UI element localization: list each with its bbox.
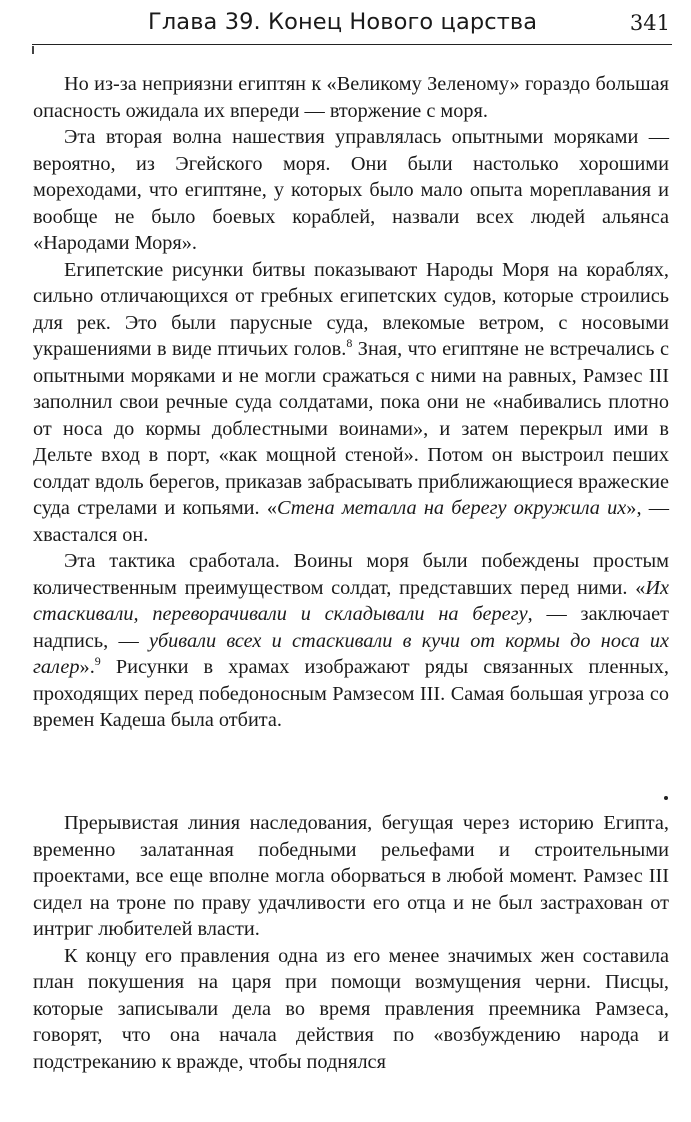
footnote-ref-8: 8 [346,336,353,350]
quote-italic: Стена металла на берегу окружила их [276,497,627,519]
paragraph-4-text: Эта тактика сработала. Воины моря были побеждены простым количественным преимуществом солдат, представших перед ними. « [33,550,669,599]
section-break-mark [664,796,668,800]
inscription-quote-2: убивали всех и стаскивали в кучи от кормы до носа их галер [33,629,670,678]
paragraph-3-text: Египетские рисунки битвы показывают Народы Моря на кораблях, сильно отличающихся от гребных египетских судов, которые строились для рек. Это были парусные суда, влекомые ветром, с носовыми украшениями в виде птичьих голов. [33,258,669,360]
paragraph-3 [33,257,669,549]
paragraph-4-close: ». [79,656,95,678]
page-number: 341 [629,11,670,35]
section-one-text [33,71,669,734]
paragraph-3-end: », — хвастался он. [33,497,669,546]
paragraph-4-end: Рисунки в храмах изображают ряды связанных пленных, проходящих перед победоносным Рамзесом III. Самая большая угроза со времен Кадеша была отбита. [33,656,669,731]
paragraph-4 [33,548,669,734]
paragraph-2: Эта вторая волна нашествия управлялась опытными моряками — вероятно, из Эгейского моря. Они были настолько хорошими мореходами, что египтяне, у которых было мало опыта мореплавания и вообще не было боевых кораблей, назвали всех людей альянса «Народами Моря». [33,126,669,254]
footnote-ref-9: 9 [94,654,101,668]
chapter-title: Глава 39. Конец Нового царства [148,9,538,35]
paragraph-6: К концу его правления одна из его менее значимых жен составила план покушения на царя при помощи возмущения черни. Писцы, которые записывали дела во время правления преемника Рамзеса, говорят, что она начала действия по «возбуждению народа и подстреканию к вражде, чтобы поднялся [33,944,669,1073]
paragraph-5: Прерывистая линия наследования, бегущая через историю Египта, временно залатанная победными рельефами и строительными проектами, все еще вполне могла оборваться в любой момент. Рамзес III сидел на троне по праву удачливости его отца и не был застрахован от интриг любителей власти. [33,812,669,940]
paragraph-1: Но из-за неприязни египтян к «Великому Зеленому» гораздо большая опасность ожидала их впереди — вторжение с моря. [33,73,669,122]
paragraph-4-mid: , — заключает надпись, — [33,603,669,652]
header-rule-tick [32,46,34,54]
section-two-text [33,810,669,1075]
paragraph-3-text-cont: Зная, что египтяне не встречались с опытными моряками и не могли сражаться с ними на равных, Рамзес III заполнил свои речные суда солдатами, пока они не «набивались плотно от носа до кормы доблестными воинами», и затем перекрыл ими в Дельте вход в порт, «как мощной стеной». Потом он выстроил пеших солдат вдоль берегов, приказав забрасывать приближающиеся вражеские суда стрелами и копьями. « [33,338,669,519]
inscription-quote-1: Их стаскивали, переворачивали и складывали на берегу [33,576,669,625]
running-header [32,8,672,45]
